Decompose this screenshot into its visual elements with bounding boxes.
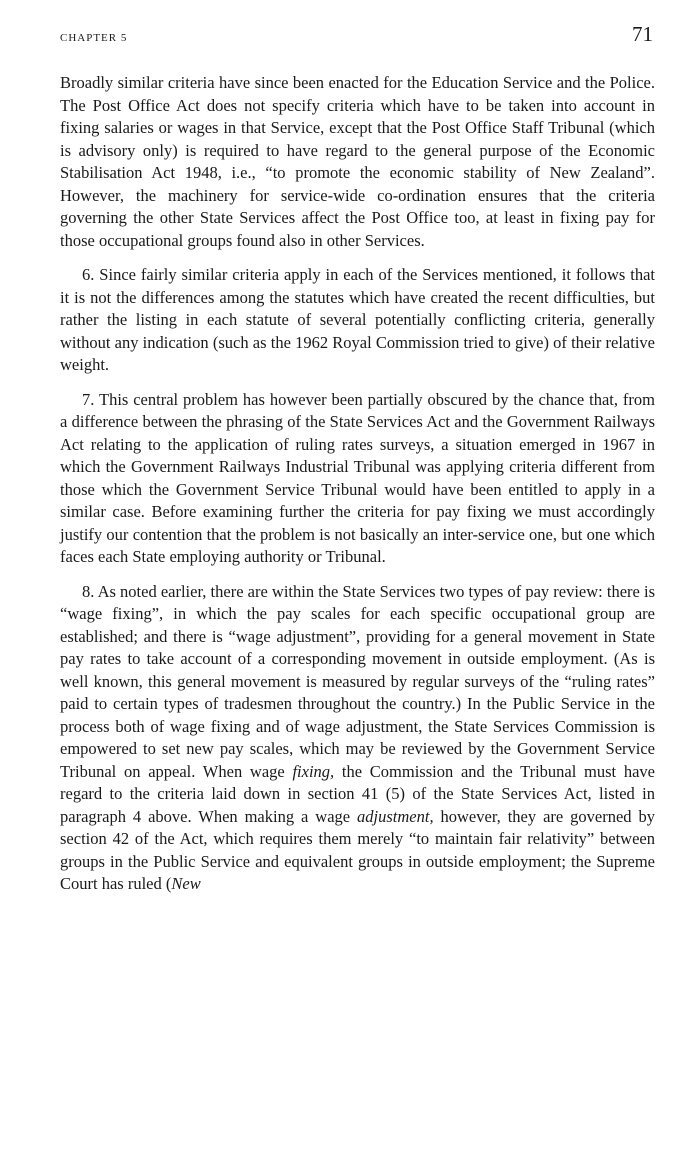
paragraph-6 [60,264,655,377]
document-page [60,22,655,896]
paragraph-text: 7. This central problem has however been partially obscured by the chance that, from a difference between the phrasing of the State Services Act and the Government Railways Act relating to the application of ruling rates surveys, a situation emerged in 1967 in which the Government Railways Industrial Tribunal was applying criteria different from those which the Government Service Tribunal would have been entitled to apply in a similar case. Before examining further the criteria for pay fixing we must accordingly justify our contention that the problem is not basically an inter-service one, but one which faces each State employing authority or Tribunal. [60,389,655,566]
paragraph-continuation [60,72,655,252]
italic-text: New [171,874,201,893]
chapter-heading: CHAPTER 5 [60,32,128,44]
paragraph-8 [60,581,655,896]
paragraph-text: the Commission and the Tribunal must have regard to the criteria laid down in section 41 (5) of the State Services Act, listed in paragraph 4 above. When making a wage [60,761,656,826]
paragraph-text: 6. Since fairly similar criteria apply in each of the Services mentioned, it follows that it is not the differences among the statutes which have created the recent difficulties, but rather the listing in each statute of several potentially conflicting criteria, generally without any indication (such as the 1962 Royal Commission tried to give) of their relative weight. [60,265,655,374]
paragraph-text: Broadly similar criteria have since been enacted for the Education Service and the Police. The Post Office Act does not specify criteria which have to be taken into account in fixing salaries or wages in that Service, except that the Post Office Staff Tribunal (which is advisory only) is required to have regard to the general purpose of the Economic Stabilisation Act 1948, i.e., “to promote the economic stability of New Zealand”. However, the machinery for service-wide co-ordination ensures that the criteria governing the other State Services affect the Post Office too, at least in fixing pay for those occupational groups found also in other Services. [60,73,655,250]
page-header [60,22,655,62]
paragraph-7 [60,389,655,569]
paragraph-text: however, they are governed by section 42 of the Act, which requires them merely “to maintain fair relativity” between groups in the Public Service and equivalent groups in outside employment; the Supreme Court has ruled ( [60,806,655,893]
italic-text: adjustment, [357,806,434,826]
paragraph-text: 8. As noted earlier, there are within the State Services two types of pay review: there is “wage fixing”, in which the pay scales for each specific occupational group are established; and there is “wage adjustment”, providing for a general movement in State pay rates to take account of a corresponding movement in outside employment. (As is well known, this general movement is measured by regular surveys of the “ruling rates” paid to certain types of tradesmen throughout the country.) In the Public Service in the process both of wage fixing and of wage adjustment, the State Services Commission is empowered to set new pay scales, which may be reviewed by the Government Service Tribunal on appeal. When wage [60,581,655,781]
page-number: 71 [632,22,653,46]
italic-text: fixing, [292,761,335,781]
